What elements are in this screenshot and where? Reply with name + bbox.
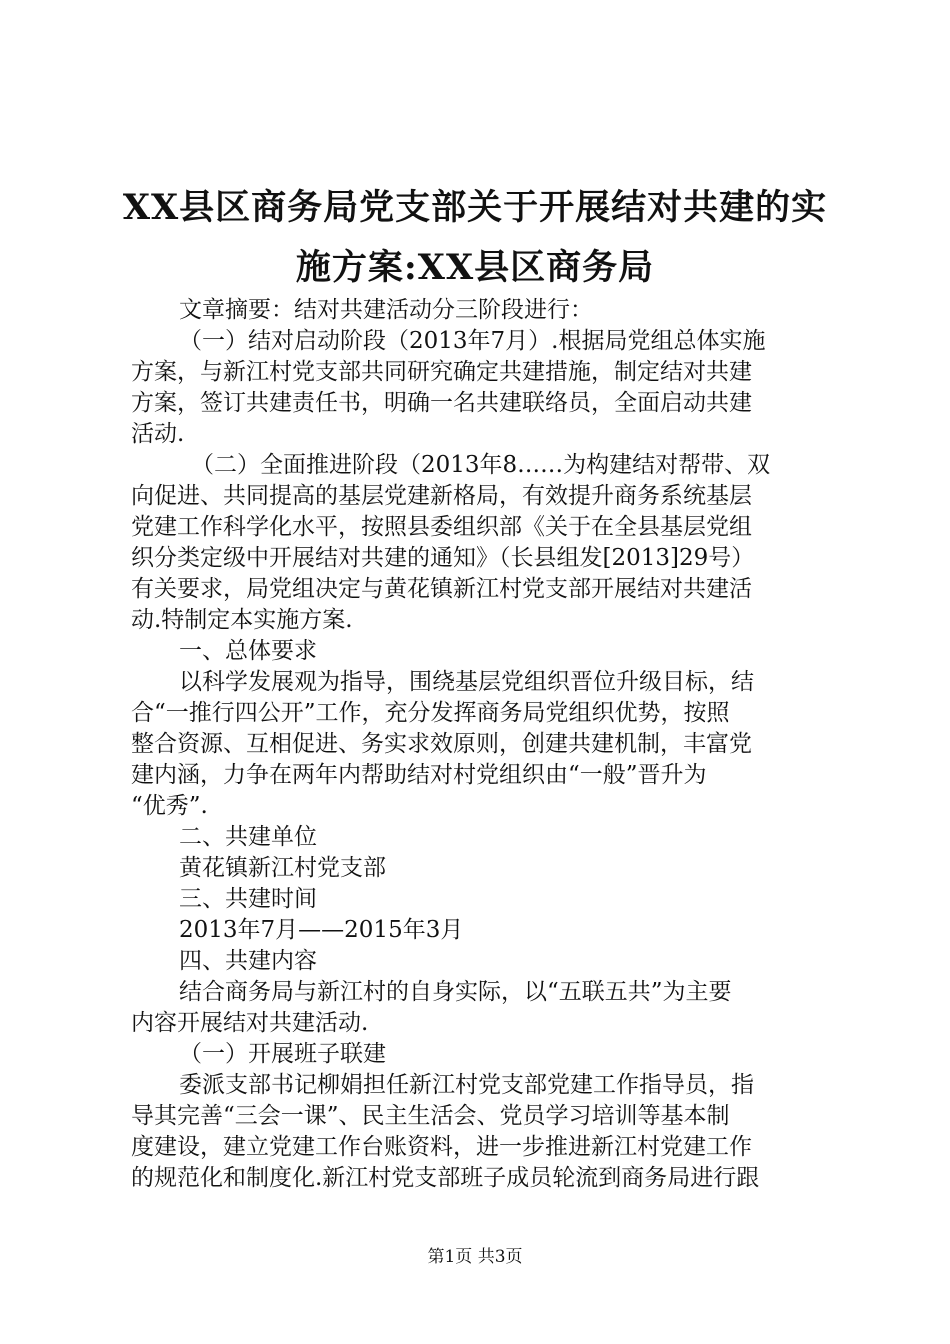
document-title-line-1: XX县区商务局党支部关于开展结对共建的实 <box>122 187 828 228</box>
body-line: 织分类定级中开展结对共建的通知》（长县组发[2013]29号） <box>131 545 755 571</box>
body-line: 方案，与新江村党支部共同研究确定共建措施，制定结对共建 <box>131 359 752 385</box>
body-line: 方案，签订共建责任书，明确一名共建联络员，全面启动共建 <box>131 390 752 416</box>
document-title-line-2: 施方案:XX县区商务局 <box>295 247 655 288</box>
body-line: 导其完善“三会一课”、民主生活会、党员学习培训等基本制 <box>131 1103 730 1129</box>
body-line: 合“一推行四公开”工作，充分发挥商务局党组织优势，按照 <box>131 700 730 726</box>
body-line: 委派支部书记柳娟担任新江村党支部党建工作指导员，指 <box>179 1072 754 1098</box>
body-line: 文章摘要：结对共建活动分三阶段进行： <box>179 297 593 323</box>
body-line: （二）全面推进阶段（2013年8……为构建结对帮带、双 <box>191 452 771 478</box>
body-line: 党建工作科学化水平，按照县委组织部《关于在全县基层党组 <box>131 514 752 540</box>
body-line: 四、共建内容 <box>179 948 317 974</box>
body-line: 以科学发展观为指导，围绕基层党组织晋位升级目标，结 <box>179 669 754 695</box>
body-line: 2013年7月——2015年3月 <box>179 917 464 943</box>
body-line: 建内涵，力争在两年内帮助结对村党组织由“一般”晋升为 <box>131 762 707 788</box>
document-body <box>131 295 831 1194</box>
body-line: “优秀”. <box>131 793 208 819</box>
body-line: （一）结对启动阶段（2013年7月）.根据局党组总体实施 <box>179 328 766 354</box>
body-line: 度建设，建立党建工作台账资料，进一步推进新江村党建工作 <box>131 1134 752 1160</box>
body-line: 二、共建单位 <box>179 824 317 850</box>
body-line: 活动. <box>131 421 185 447</box>
body-line: 一、总体要求 <box>179 638 317 664</box>
body-line: 的规范化和制度化.新江村党支部班子成员轮流到商务局进行跟 <box>131 1165 760 1191</box>
body-line: 内容开展结对共建活动. <box>131 1010 369 1036</box>
body-line: 向促进、共同提高的基层党建新格局，有效提升商务系统基层 <box>131 483 752 509</box>
body-line: 结合商务局与新江村的自身实际，以“五联五共”为主要 <box>179 979 732 1005</box>
body-line: 三、共建时间 <box>179 886 317 912</box>
body-line: 动.特制定本实施方案. <box>131 607 353 633</box>
body-line: （一）开展班子联建 <box>179 1041 386 1067</box>
body-line: 黄花镇新江村党支部 <box>179 855 386 881</box>
body-line: 有关要求，局党组决定与黄花镇新江村党支部开展结对共建活 <box>131 576 752 602</box>
page-footer: 第1页 共3页 <box>427 1247 523 1267</box>
body-line: 整合资源、互相促进、务实求效原则，创建共建机制，丰富党 <box>131 731 752 757</box>
